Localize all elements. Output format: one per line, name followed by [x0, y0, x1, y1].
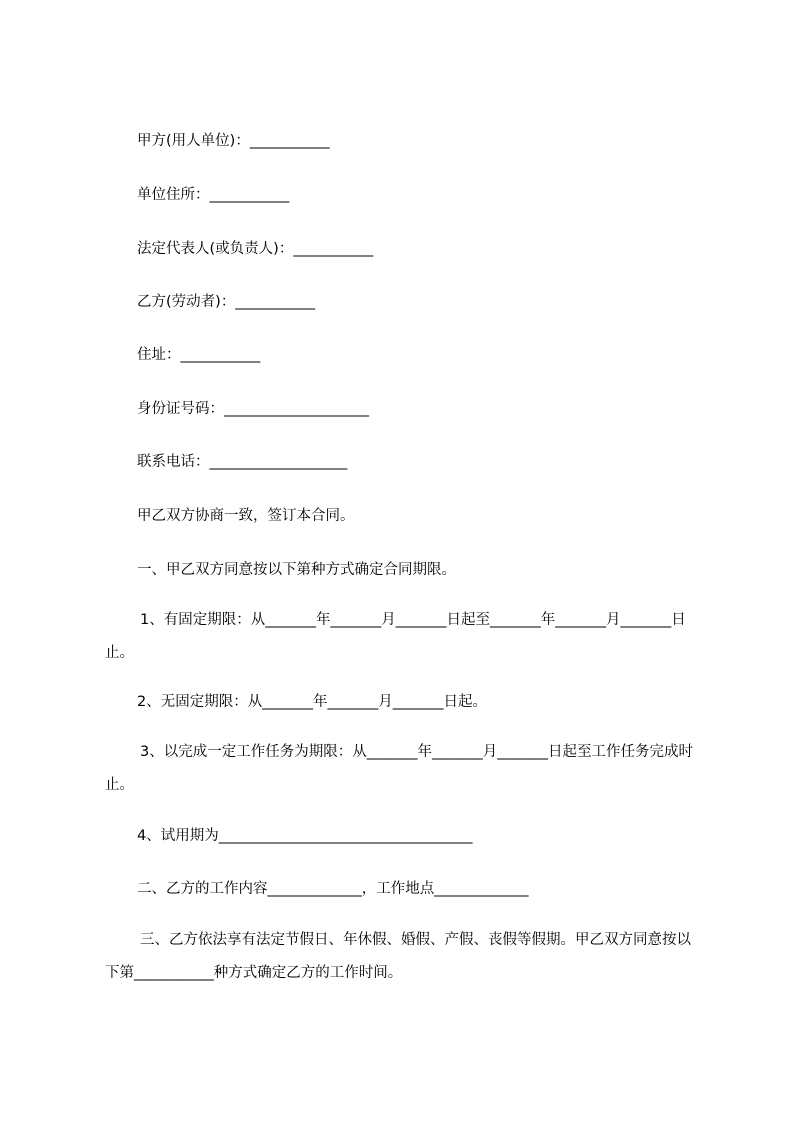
clause1-item4: 4、试用期为___________________________________: [137, 828, 473, 844]
clause3-paragraph: 三、乙方依法享有法定节假日、年休假、婚假、产假、丧假等假期。甲乙双方同意按以下第___________种方式确定乙方的工作时间。: [105, 932, 691, 981]
address-line: 住址：___________: [137, 347, 261, 363]
clause1-item3: 3、以完成一定工作任务为期限：从_______年_______月_______日起至工作任务完成时止。: [105, 744, 693, 793]
legal-representative-line: 法定代表人(或负责人)：___________: [137, 241, 374, 257]
id-number-line: 身份证号码：____________________: [137, 401, 369, 417]
agreement-line: 甲乙双方协商一致，签订本合同。: [137, 508, 355, 524]
company-address-line: 单位住所：___________: [137, 187, 290, 203]
phone-line: 联系电话：___________________: [137, 454, 348, 470]
clause1-item1: 1、有固定期限：从_______年_______月_______日起至_______年_______月_______日止。: [105, 612, 686, 661]
party-b-line: 乙方(劳动者)：___________: [137, 294, 316, 310]
clause2-line: 二、乙方的工作内容_____________，工作地点_____________: [137, 881, 529, 897]
party-a-line: 甲方(用人单位)：___________: [137, 133, 330, 149]
clause1-title: 一、甲乙双方同意按以下第种方式确定合同期限。: [137, 562, 456, 578]
clause1-item2: 2、无固定期限：从_______年_______月_______日起。: [137, 694, 487, 710]
